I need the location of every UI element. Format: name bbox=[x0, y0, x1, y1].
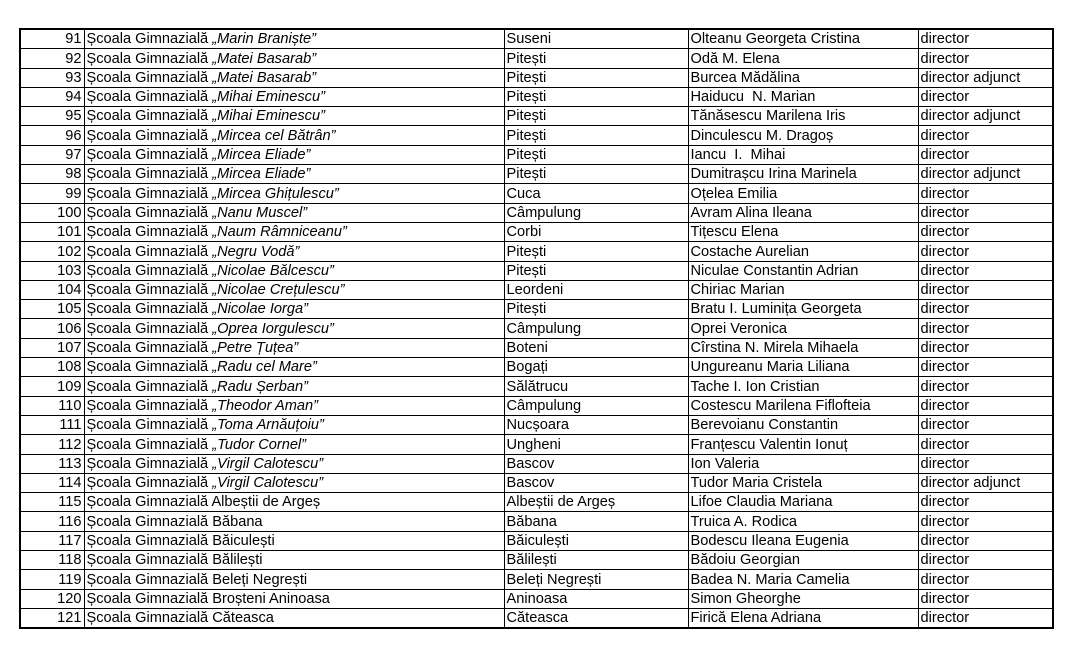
school-name-cell bbox=[84, 512, 504, 531]
row-number-cell: 94 bbox=[20, 87, 84, 106]
locality-cell: Sălătrucu bbox=[504, 377, 688, 396]
table-row bbox=[20, 589, 1053, 608]
locality-cell: Căteasca bbox=[504, 608, 688, 628]
school-type-label: Școala Gimnazială bbox=[86, 243, 213, 260]
table-row bbox=[20, 222, 1053, 241]
school-name-label: „Virgil Calotescu” bbox=[212, 455, 324, 472]
school-name-cell bbox=[84, 551, 504, 570]
row-number-cell: 119 bbox=[20, 570, 84, 589]
school-type-label: Școala Gimnazială bbox=[86, 50, 213, 67]
role-cell: director bbox=[918, 338, 1053, 357]
row-number-cell: 91 bbox=[20, 29, 84, 49]
role-cell: director bbox=[918, 49, 1053, 68]
person-name-cell: Truica A. Rodica bbox=[688, 512, 918, 531]
locality-cell: Bascov bbox=[504, 473, 688, 492]
role-cell: director bbox=[918, 358, 1053, 377]
table-row bbox=[20, 358, 1053, 377]
person-name-cell: Badea N. Maria Camelia bbox=[688, 570, 918, 589]
school-name-cell bbox=[84, 570, 504, 589]
role-cell: director bbox=[918, 415, 1053, 434]
table-row bbox=[20, 145, 1053, 164]
school-type-label: Școala Gimnazială bbox=[86, 166, 213, 183]
school-type-label: Școala Gimnazială bbox=[86, 417, 213, 434]
school-name-cell bbox=[84, 454, 504, 473]
school-name-label: „Mircea Eliade” bbox=[212, 166, 311, 183]
school-name-cell bbox=[84, 493, 504, 512]
school-type-label: Școala Gimnazială bbox=[86, 224, 213, 241]
school-type-label: Școala Gimnazială bbox=[86, 282, 213, 299]
school-type-label: Școala Gimnazială bbox=[86, 108, 213, 125]
locality-cell: Boteni bbox=[504, 338, 688, 357]
locality-cell: Nucșoara bbox=[504, 415, 688, 434]
school-name-cell bbox=[84, 338, 504, 357]
table-row bbox=[20, 165, 1053, 184]
table-row bbox=[20, 377, 1053, 396]
locality-cell: Albeștii de Argeș bbox=[504, 493, 688, 512]
locality-cell: Pitești bbox=[504, 49, 688, 68]
role-cell: director bbox=[918, 242, 1053, 261]
school-name-cell bbox=[84, 280, 504, 299]
role-cell: director bbox=[918, 29, 1053, 49]
locality-cell: Cuca bbox=[504, 184, 688, 203]
table-row bbox=[20, 570, 1053, 589]
role-cell: director adjunct bbox=[918, 165, 1053, 184]
school-name-cell bbox=[84, 242, 504, 261]
role-cell: director bbox=[918, 184, 1053, 203]
person-name-cell: Dinculescu M. Dragoș bbox=[688, 126, 918, 145]
school-name-cell bbox=[84, 358, 504, 377]
school-name-label: „Radu cel Mare” bbox=[212, 359, 317, 376]
locality-cell: Câmpulung bbox=[504, 203, 688, 222]
school-name-label: Albeștii de Argeș bbox=[211, 494, 321, 511]
locality-cell: Pitești bbox=[504, 165, 688, 184]
locality-cell: Pitești bbox=[504, 107, 688, 126]
person-name-cell: Costache Aurelian bbox=[688, 242, 918, 261]
table-row bbox=[20, 435, 1053, 454]
school-name-label: „Theodor Aman” bbox=[212, 397, 318, 414]
locality-cell: Suseni bbox=[504, 29, 688, 49]
table-row bbox=[20, 280, 1053, 299]
school-name-label: „Mircea Eliade” bbox=[212, 147, 311, 164]
school-name-label: Băiculești bbox=[212, 533, 275, 550]
person-name-cell: Bodescu Ileana Eugenia bbox=[688, 531, 918, 550]
person-name-cell: Berevoianu Constantin bbox=[688, 415, 918, 434]
school-name-label: „Naum Râmniceanu” bbox=[212, 224, 347, 241]
row-number-cell: 98 bbox=[20, 165, 84, 184]
person-name-cell: Chiriac Marian bbox=[688, 280, 918, 299]
table-row bbox=[20, 203, 1053, 222]
school-name-label: „Oprea Iorgulescu” bbox=[212, 320, 334, 337]
school-type-label: Școala Gimnazială bbox=[86, 455, 213, 472]
school-name-label: Beleți Negrești bbox=[212, 571, 308, 588]
locality-cell: Beleți Negrești bbox=[504, 570, 688, 589]
role-cell: director bbox=[918, 512, 1053, 531]
row-number-cell: 111 bbox=[20, 415, 84, 434]
row-number-cell: 118 bbox=[20, 551, 84, 570]
role-cell: director bbox=[918, 203, 1053, 222]
person-name-cell: Tudor Maria Cristela bbox=[688, 473, 918, 492]
role-cell: director bbox=[918, 396, 1053, 415]
school-name-cell bbox=[84, 203, 504, 222]
table-row bbox=[20, 319, 1053, 338]
school-name-cell bbox=[84, 415, 504, 434]
person-name-cell: Firică Elena Adriana bbox=[688, 608, 918, 628]
school-name-cell bbox=[84, 107, 504, 126]
table-row bbox=[20, 261, 1053, 280]
school-name-label: „Nicolae Iorga” bbox=[212, 301, 308, 318]
school-name-label: Căteasca bbox=[212, 610, 274, 627]
person-name-cell: Odă M. Elena bbox=[688, 49, 918, 68]
locality-cell: Pitești bbox=[504, 126, 688, 145]
person-name-cell: Iancu I. Mihai bbox=[688, 145, 918, 164]
locality-cell: Bălilești bbox=[504, 551, 688, 570]
school-name-label: „Mihai Eminescu” bbox=[212, 108, 325, 125]
row-number-cell: 104 bbox=[20, 280, 84, 299]
table-row bbox=[20, 396, 1053, 415]
table-row bbox=[20, 87, 1053, 106]
school-name-cell bbox=[84, 145, 504, 164]
school-type-label: Școala Gimnazială bbox=[86, 552, 213, 569]
role-cell: director bbox=[918, 145, 1053, 164]
person-name-cell: Franțescu Valentin Ionuț bbox=[688, 435, 918, 454]
row-number-cell: 107 bbox=[20, 338, 84, 357]
row-number-cell: 100 bbox=[20, 203, 84, 222]
school-directors-table bbox=[19, 28, 1054, 629]
school-name-label: „Matei Basarab” bbox=[212, 69, 317, 86]
school-type-label: Școala Gimnazială bbox=[86, 590, 213, 607]
role-cell: director bbox=[918, 222, 1053, 241]
row-number-cell: 110 bbox=[20, 396, 84, 415]
role-cell: director bbox=[918, 608, 1053, 628]
person-name-cell: Lifoe Claudia Mariana bbox=[688, 493, 918, 512]
school-name-label: „Nanu Muscel” bbox=[212, 204, 308, 221]
person-name-cell: Tache I. Ion Cristian bbox=[688, 377, 918, 396]
person-name-cell: Oțelea Emilia bbox=[688, 184, 918, 203]
school-name-label: „Virgil Calotescu” bbox=[212, 475, 324, 492]
school-type-label: Școala Gimnazială bbox=[86, 147, 213, 164]
table-row bbox=[20, 184, 1053, 203]
person-name-cell: Tănăsescu Marilena Iris bbox=[688, 107, 918, 126]
school-name-cell bbox=[84, 68, 504, 87]
locality-cell: Câmpulung bbox=[504, 396, 688, 415]
table-row bbox=[20, 68, 1053, 87]
school-name-cell bbox=[84, 396, 504, 415]
role-cell: director bbox=[918, 126, 1053, 145]
row-number-cell: 93 bbox=[20, 68, 84, 87]
locality-cell: Băbana bbox=[504, 512, 688, 531]
person-name-cell: Cîrstina N. Mirela Mihaela bbox=[688, 338, 918, 357]
school-name-cell bbox=[84, 222, 504, 241]
row-number-cell: 92 bbox=[20, 49, 84, 68]
locality-cell: Bogați bbox=[504, 358, 688, 377]
locality-cell: Câmpulung bbox=[504, 319, 688, 338]
school-name-label: „Mircea Ghițulescu” bbox=[212, 185, 339, 202]
locality-cell: Pitești bbox=[504, 242, 688, 261]
school-type-label: Școala Gimnazială bbox=[86, 127, 213, 144]
row-number-cell: 108 bbox=[20, 358, 84, 377]
school-name-label: „Tudor Cornel” bbox=[212, 436, 307, 453]
role-cell: director bbox=[918, 551, 1053, 570]
school-name-cell bbox=[84, 531, 504, 550]
row-number-cell: 115 bbox=[20, 493, 84, 512]
row-number-cell: 120 bbox=[20, 589, 84, 608]
school-type-label: Școala Gimnazială bbox=[86, 204, 213, 221]
locality-cell: Ungheni bbox=[504, 435, 688, 454]
school-name-cell bbox=[84, 608, 504, 628]
role-cell: director bbox=[918, 300, 1053, 319]
row-number-cell: 114 bbox=[20, 473, 84, 492]
role-cell: director bbox=[918, 261, 1053, 280]
school-type-label: Școala Gimnazială bbox=[86, 397, 213, 414]
school-name-cell bbox=[84, 87, 504, 106]
school-name-label: „Marin Braniște” bbox=[212, 31, 317, 48]
school-name-cell bbox=[84, 589, 504, 608]
person-name-cell: Dumitrașcu Irina Marinela bbox=[688, 165, 918, 184]
school-type-label: Școala Gimnazială bbox=[86, 533, 213, 550]
school-name-label: Bălilești bbox=[212, 552, 263, 569]
school-name-label: „Mihai Eminescu” bbox=[212, 89, 325, 106]
locality-cell: Băiculești bbox=[504, 531, 688, 550]
school-name-label: „Petre Țuțea” bbox=[212, 340, 299, 357]
role-cell: director bbox=[918, 280, 1053, 299]
school-name-label: „Nicolae Crețulescu” bbox=[212, 282, 345, 299]
school-name-label: „Radu Șerban” bbox=[212, 378, 308, 395]
role-cell: director bbox=[918, 454, 1053, 473]
person-name-cell: Tițescu Elena bbox=[688, 222, 918, 241]
person-name-cell: Ion Valeria bbox=[688, 454, 918, 473]
person-name-cell: Ungureanu Maria Liliana bbox=[688, 358, 918, 377]
role-cell: director bbox=[918, 589, 1053, 608]
school-name-cell bbox=[84, 165, 504, 184]
role-cell: director bbox=[918, 319, 1053, 338]
role-cell: director adjunct bbox=[918, 473, 1053, 492]
person-name-cell: Bratu I. Luminița Georgeta bbox=[688, 300, 918, 319]
table-body bbox=[20, 29, 1053, 628]
school-name-label: „Toma Arnăuțoiu” bbox=[212, 417, 324, 434]
school-name-cell bbox=[84, 29, 504, 49]
row-number-cell: 97 bbox=[20, 145, 84, 164]
person-name-cell: Oprei Veronica bbox=[688, 319, 918, 338]
school-name-cell bbox=[84, 184, 504, 203]
school-name-cell bbox=[84, 473, 504, 492]
locality-cell: Pitești bbox=[504, 300, 688, 319]
locality-cell: Pitești bbox=[504, 87, 688, 106]
table-row bbox=[20, 531, 1053, 550]
school-type-label: Școala Gimnazială bbox=[86, 262, 213, 279]
person-name-cell: Olteanu Georgeta Cristina bbox=[688, 29, 918, 49]
row-number-cell: 101 bbox=[20, 222, 84, 241]
row-number-cell: 105 bbox=[20, 300, 84, 319]
school-name-label: „Matei Basarab” bbox=[212, 50, 317, 67]
row-number-cell: 106 bbox=[20, 319, 84, 338]
row-number-cell: 121 bbox=[20, 608, 84, 628]
school-name-cell bbox=[84, 261, 504, 280]
school-name-label: „Negru Vodă” bbox=[212, 243, 300, 260]
school-name-cell bbox=[84, 435, 504, 454]
school-type-label: Școala Gimnazială bbox=[86, 513, 213, 530]
locality-cell: Bascov bbox=[504, 454, 688, 473]
row-number-cell: 96 bbox=[20, 126, 84, 145]
school-type-label: Școala Gimnazială bbox=[86, 31, 213, 48]
person-name-cell: Costescu Marilena Fiflofteia bbox=[688, 396, 918, 415]
school-type-label: Școala Gimnazială bbox=[86, 610, 213, 627]
school-type-label: Școala Gimnazială bbox=[86, 301, 213, 318]
locality-cell: Leordeni bbox=[504, 280, 688, 299]
school-name-label: Broșteni Aninoasa bbox=[212, 590, 330, 607]
table-row bbox=[20, 126, 1053, 145]
row-number-cell: 113 bbox=[20, 454, 84, 473]
role-cell: director adjunct bbox=[918, 107, 1053, 126]
table-row bbox=[20, 473, 1053, 492]
person-name-cell: Haiducu N. Marian bbox=[688, 87, 918, 106]
school-type-label: Școala Gimnazială bbox=[86, 494, 212, 511]
role-cell: director bbox=[918, 377, 1053, 396]
school-type-label: Școala Gimnazială bbox=[86, 475, 213, 492]
person-name-cell: Burcea Mădălina bbox=[688, 68, 918, 87]
locality-cell: Pitești bbox=[504, 68, 688, 87]
school-name-cell bbox=[84, 126, 504, 145]
table-row bbox=[20, 49, 1053, 68]
table-row bbox=[20, 493, 1053, 512]
table-row bbox=[20, 608, 1053, 628]
school-type-label: Școala Gimnazială bbox=[86, 320, 213, 337]
table-row bbox=[20, 300, 1053, 319]
school-type-label: Școala Gimnazială bbox=[86, 571, 213, 588]
locality-cell: Pitești bbox=[504, 261, 688, 280]
table-row bbox=[20, 338, 1053, 357]
school-type-label: Școala Gimnazială bbox=[86, 436, 213, 453]
school-name-cell bbox=[84, 49, 504, 68]
table-row bbox=[20, 242, 1053, 261]
person-name-cell: Niculae Constantin Adrian bbox=[688, 261, 918, 280]
role-cell: director bbox=[918, 87, 1053, 106]
person-name-cell: Avram Alina Ileana bbox=[688, 203, 918, 222]
school-type-label: Școala Gimnazială bbox=[86, 185, 213, 202]
locality-cell: Aninoasa bbox=[504, 589, 688, 608]
row-number-cell: 99 bbox=[20, 184, 84, 203]
school-type-label: Școala Gimnazială bbox=[86, 69, 213, 86]
row-number-cell: 116 bbox=[20, 512, 84, 531]
row-number-cell: 117 bbox=[20, 531, 84, 550]
role-cell: director adjunct bbox=[918, 68, 1053, 87]
table-row bbox=[20, 415, 1053, 434]
school-type-label: Școala Gimnazială bbox=[86, 359, 213, 376]
school-name-cell bbox=[84, 300, 504, 319]
table-row bbox=[20, 29, 1053, 49]
school-type-label: Școala Gimnazială bbox=[86, 340, 213, 357]
school-type-label: Școala Gimnazială bbox=[86, 378, 213, 395]
school-name-label: „Mircea cel Bătrân” bbox=[212, 127, 336, 144]
locality-cell: Corbi bbox=[504, 222, 688, 241]
table-row bbox=[20, 512, 1053, 531]
table-row bbox=[20, 107, 1053, 126]
school-name-label: „Nicolae Bălcescu” bbox=[212, 262, 334, 279]
school-name-label: Băbana bbox=[212, 513, 263, 530]
role-cell: director bbox=[918, 493, 1053, 512]
row-number-cell: 95 bbox=[20, 107, 84, 126]
role-cell: director bbox=[918, 435, 1053, 454]
locality-cell: Pitești bbox=[504, 145, 688, 164]
person-name-cell: Simon Gheorghe bbox=[688, 589, 918, 608]
row-number-cell: 102 bbox=[20, 242, 84, 261]
school-name-cell bbox=[84, 377, 504, 396]
role-cell: director bbox=[918, 570, 1053, 589]
row-number-cell: 112 bbox=[20, 435, 84, 454]
role-cell: director bbox=[918, 531, 1053, 550]
table-row bbox=[20, 551, 1053, 570]
person-name-cell: Bădoiu Georgian bbox=[688, 551, 918, 570]
row-number-cell: 103 bbox=[20, 261, 84, 280]
school-type-label: Școala Gimnazială bbox=[86, 89, 213, 106]
row-number-cell: 109 bbox=[20, 377, 84, 396]
school-name-cell bbox=[84, 319, 504, 338]
table-row bbox=[20, 454, 1053, 473]
